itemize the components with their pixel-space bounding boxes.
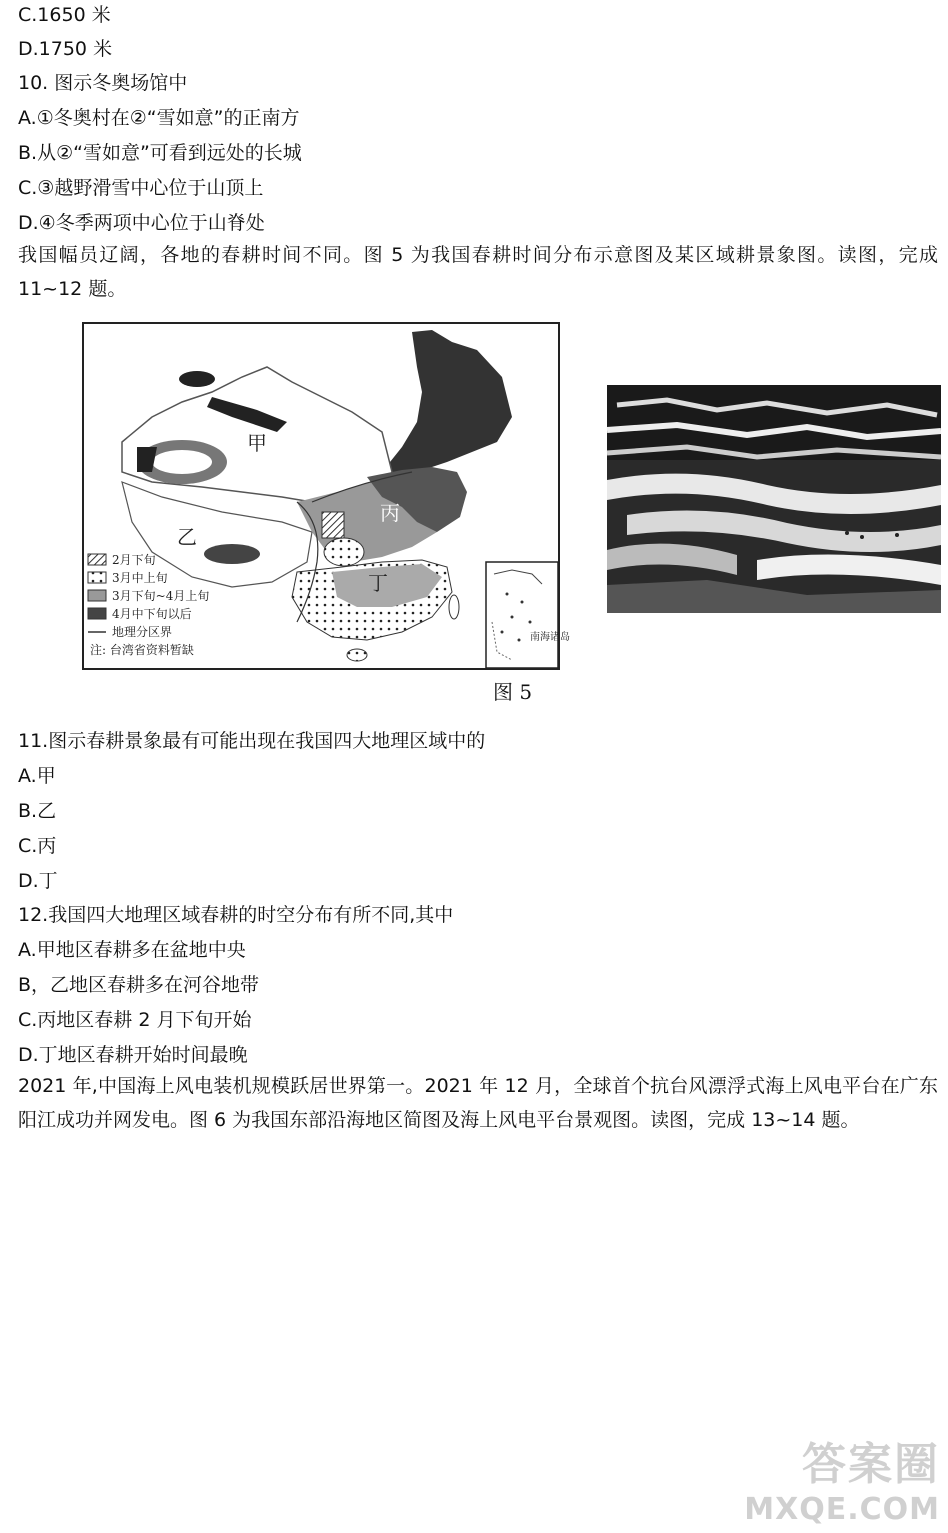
legend-item: 4月中下旬以后	[112, 607, 192, 621]
watermark-bottom: MXQE.COM	[744, 1492, 940, 1527]
spring-plowing-map	[82, 322, 570, 670]
region-label-ding: 丁	[368, 571, 388, 595]
legend-item: 地理分区界	[112, 625, 173, 639]
watermark-logo	[744, 1428, 940, 1527]
q11-option-b: B.乙	[18, 800, 57, 822]
q11-stem: 11.图示春耕景象最有可能出现在我国四大地理区域中的	[18, 730, 486, 752]
q11-option-c: C.丙	[18, 835, 57, 857]
q10-option-a: A.①冬奥村在②“雪如意”的正南方	[18, 107, 300, 129]
legend-note: 注: 台湾省资料暂缺	[90, 643, 194, 657]
region-label-bing: 丙	[380, 501, 400, 525]
region-label-jia: 甲	[247, 431, 267, 455]
legend-item: 3月下旬~4月上旬	[112, 589, 210, 603]
q9-option-d: D.1750 米	[18, 38, 113, 60]
watermark-top: 答案圈	[802, 1439, 940, 1490]
inset-label: 南海诸岛	[530, 632, 570, 643]
q11-option-d: D.丁	[18, 870, 58, 892]
q10-stem: 10. 图示冬奥场馆中	[18, 72, 188, 94]
region-label-yi: 乙	[177, 525, 197, 549]
terraced-field-photo	[607, 385, 941, 613]
q10-option-c: C.③越野滑雪中心位于山顶上	[18, 177, 264, 199]
q12-option-c: C.丙地区春耕 2 月下旬开始	[18, 1009, 252, 1031]
q9-option-c: C.1650 米	[18, 4, 111, 26]
figure-5-caption: 图 5	[493, 680, 533, 704]
legend-item: 3月中上旬	[112, 571, 168, 585]
legend-item: 2月下旬	[112, 553, 156, 567]
q10-option-b: B.从②“雪如意”可看到远处的长城	[18, 142, 302, 164]
q12-option-b: B，乙地区春耕多在河谷地带	[18, 974, 260, 996]
q12-option-d: D.丁地区春耕开始时间最晚	[18, 1044, 248, 1066]
q11-option-a: A.甲	[18, 765, 56, 787]
q12-option-a: A.甲地区春耕多在盆地中央	[18, 939, 246, 961]
intro-questions-11-12: 我国幅员辽阔，各地的春耕时间不同。图 5 为我国春耕时间分布示意图及某区域耕景象图。读图，完成 11~12 题。	[18, 244, 938, 300]
q12-stem: 12.我国四大地理区域春耕的时空分布有所不同,其中	[18, 904, 454, 926]
south-china-sea-inset	[486, 562, 570, 668]
intro-questions-13-14: 2021 年,中国海上风电装机规模跃居世界第一。2021 年 12 月，全球首个抗台风漂浮式海上风电平台在广东阳江成功并网发电。图 6 为我国东部沿海地区简图及海上风电平台景观图。读图，完成 13~14 题。	[18, 1075, 938, 1131]
q10-option-d: D.④冬季两项中心位于山脊处	[18, 212, 265, 234]
